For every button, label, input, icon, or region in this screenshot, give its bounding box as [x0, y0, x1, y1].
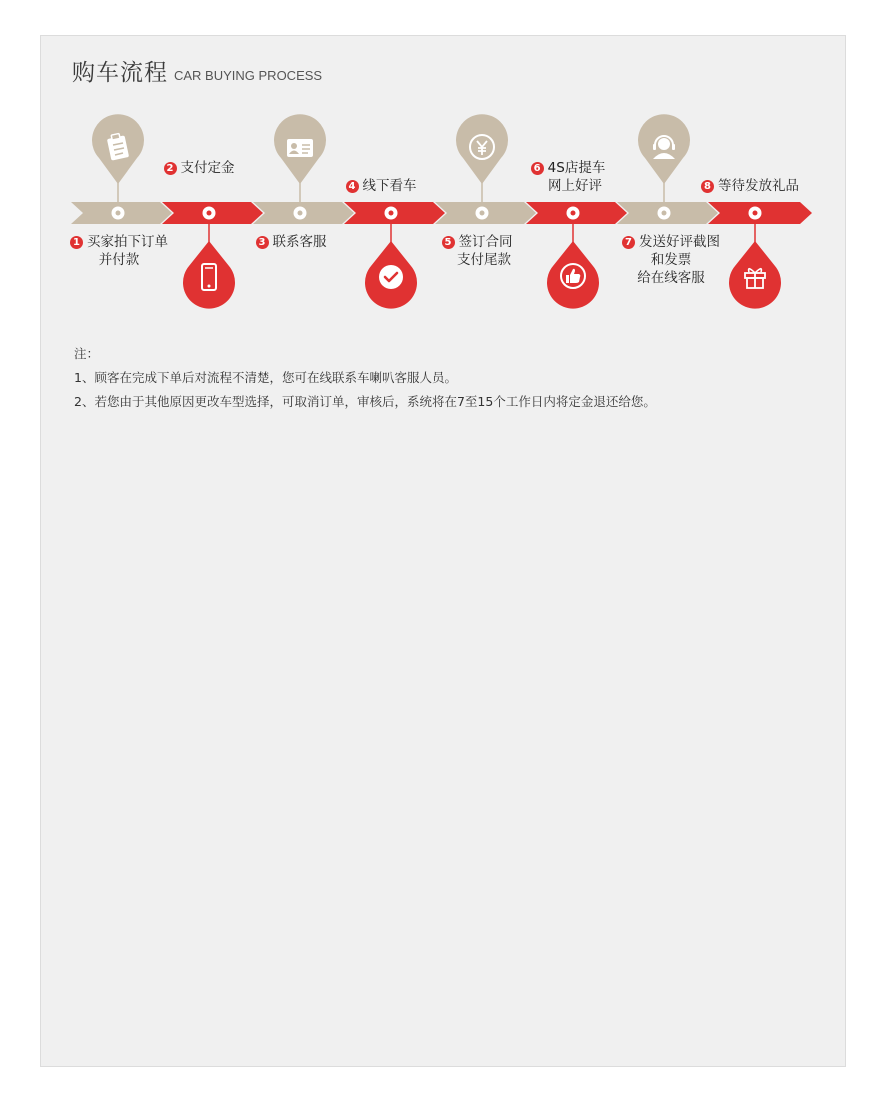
step-label-3: [241, 233, 341, 251]
step-label-8: [687, 177, 813, 195]
note-item-2: 2、若您由于其他原因更改车型选择，可取消订单，审核后，系统将在7至15个工作日内将定金退还给您。: [74, 394, 656, 409]
step-text: 买家拍下订单: [87, 234, 168, 250]
drop-step-2: [183, 220, 235, 309]
node-dot-6: [567, 207, 580, 220]
step-label-7: [605, 233, 737, 287]
step-text: 联系客服: [272, 234, 327, 250]
id-card-icon: [287, 139, 313, 157]
step-label-4: [331, 177, 431, 195]
step-text: 4S店提车: [547, 160, 606, 176]
step-text: 签订合同: [458, 234, 513, 250]
step-text: 和发票: [650, 252, 692, 268]
note-item-1: 1、顾客在完成下单后对流程不清楚，您可在线联系车喇叭客服人员。: [74, 370, 457, 385]
step-text: 支付尾款: [457, 252, 511, 268]
step-label-2: [149, 159, 249, 177]
step-number-badge: 1: [70, 236, 83, 249]
pin-step-5: [456, 114, 508, 206]
title-chinese: 购车流程: [72, 60, 168, 86]
step-number-badge: 6: [531, 162, 544, 175]
step-number-badge: 7: [622, 236, 635, 249]
checkmark-icon: [379, 265, 403, 289]
step-text: 网上好评: [548, 178, 602, 194]
pin-step-7: [638, 114, 690, 206]
step-number-badge: 8: [701, 180, 714, 193]
drop-step-4: [365, 220, 417, 309]
step-text: 并付款: [98, 252, 140, 268]
step-number-badge: 2: [164, 162, 177, 175]
step-text: 发送好评截图: [639, 234, 720, 250]
title-english: CAR BUYING PROCESS: [174, 68, 323, 83]
step-text: 线下看车: [362, 178, 417, 194]
notes-section: [74, 342, 656, 414]
node-dot-7: [658, 207, 671, 220]
step-number-badge: 4: [346, 180, 359, 193]
step-label-6: [513, 159, 623, 195]
node-dot-2: [203, 207, 216, 220]
process-timeline: [41, 36, 847, 336]
node-dot-8: [749, 207, 762, 220]
drop-step-6: [547, 220, 599, 309]
step-label-5: [427, 233, 527, 269]
step-label-1: [61, 233, 177, 269]
step-text: 给在线客服: [637, 270, 705, 286]
car-buying-process-panel: [40, 35, 846, 1067]
step-text: 等待发放礼品: [718, 178, 799, 194]
step-number-badge: 3: [256, 236, 269, 249]
step-text: 支付定金: [180, 160, 235, 176]
notes-heading: 注：: [74, 346, 100, 361]
pin-step-3: [274, 114, 326, 206]
node-dot-1: [112, 207, 125, 220]
node-dot-4: [385, 207, 398, 220]
node-dot-5: [476, 207, 489, 220]
node-dot-3: [294, 207, 307, 220]
pin-step-1: [92, 114, 144, 206]
step-number-badge: 5: [442, 236, 455, 249]
